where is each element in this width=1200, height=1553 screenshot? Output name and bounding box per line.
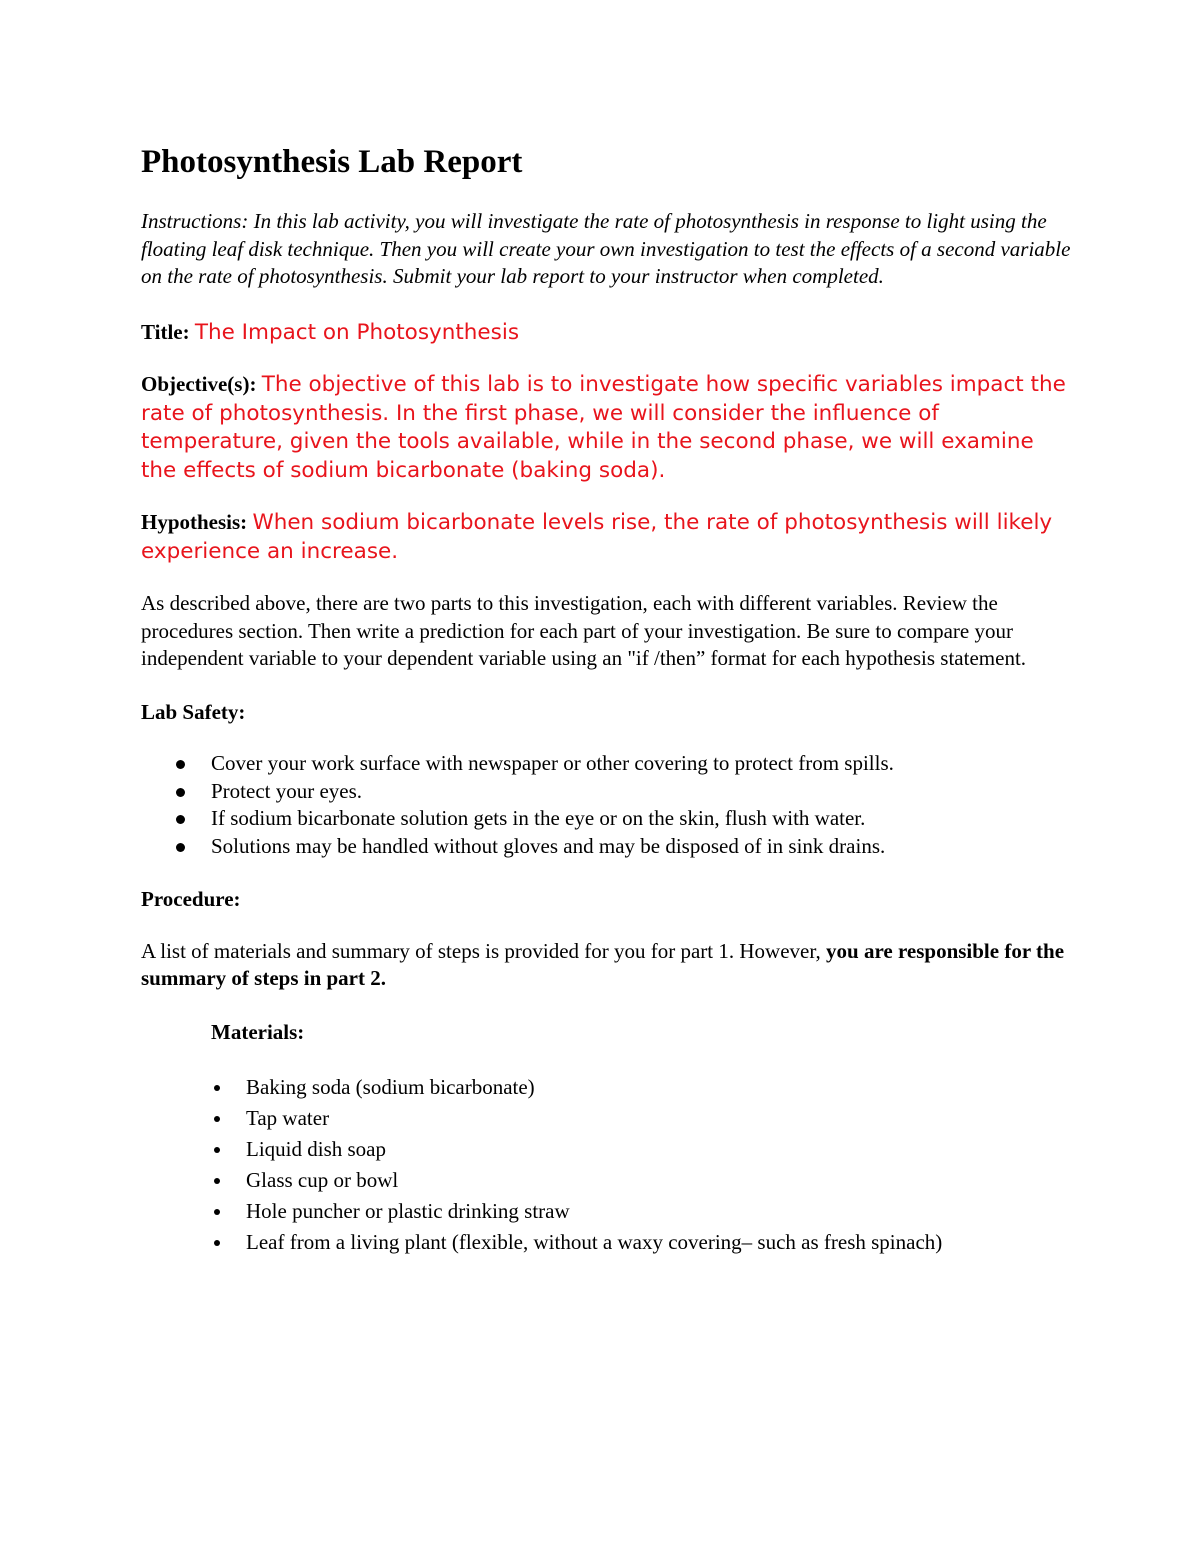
bullet-icon	[214, 1240, 220, 1246]
bullet-icon	[214, 1147, 220, 1153]
objective-field-value: The objective of this lab is to investigate how specific variables impact the rate of photosynthesis. In the first phase, we will consider the influence of temperature, given the tools available, while in the second phase, we will examine the effects of sodium bicarbonate (baking soda).	[141, 372, 1066, 483]
bullet-icon	[176, 788, 185, 797]
bullet-icon	[214, 1178, 220, 1184]
document-page	[141, 140, 1071, 1258]
bullet-icon	[214, 1085, 220, 1091]
procedure-intro-text: A list of materials and summary of steps is provided for you for part 1. However,	[141, 938, 827, 963]
list-item: Leaf from a living plant (flexible, without a waxy covering– such as fresh spinach)	[211, 1227, 1071, 1258]
list-item: Cover your work surface with newspaper or other covering to protect from spills.	[176, 750, 1071, 778]
list-item: Solutions may be handled without gloves and may be disposed of in sink drains.	[176, 833, 1071, 861]
title-field	[141, 319, 1071, 348]
lab-safety-list	[141, 750, 1071, 860]
lab-safety-heading: Lab Safety:	[141, 699, 246, 724]
hypothesis-field-label: Hypothesis:	[141, 510, 248, 534]
title-field-label: Title:	[141, 319, 190, 344]
bullet-icon	[214, 1116, 220, 1122]
document-title: Photosynthesis Lab Report	[141, 144, 523, 180]
title-field-value: The Impact on Photosynthesis	[194, 319, 520, 345]
procedure-intro-bold: you are responsible for the summary of steps in part 2.	[141, 938, 1065, 990]
bullet-icon	[176, 815, 185, 824]
hypothesis-field	[141, 509, 1071, 566]
bullet-icon	[176, 760, 185, 769]
procedure-heading: Procedure:	[141, 887, 241, 911]
objective-field-label: Objective(s):	[141, 372, 257, 396]
hypothesis-field-value: When sodium bicarbonate levels rise, the rate of photosynthesis will likely experience an increase.	[141, 510, 1053, 564]
materials-heading: Materials:	[211, 1019, 305, 1044]
materials-list	[141, 1072, 1071, 1258]
procedure-intro	[141, 938, 1071, 993]
list-item: Baking soda (sodium bicarbonate)	[211, 1072, 1071, 1103]
list-item: Tap water	[211, 1103, 1071, 1134]
list-item: Liquid dish soap	[211, 1134, 1071, 1165]
instructions-paragraph: Instructions: In this lab activity, you will investigate the rate of photosynthesis in response to light using the floating leaf disk technique. Then you will create your own investigation to test the effects of a second variable on the rate of photosynthesis. Submit your lab report to your instructor when completed.	[141, 209, 1071, 288]
bullet-icon	[214, 1209, 220, 1215]
list-item: Hole puncher or plastic drinking straw	[211, 1196, 1071, 1227]
list-item: If sodium bicarbonate solution gets in the eye or on the skin, flush with water.	[176, 805, 1071, 833]
objective-field	[141, 371, 1071, 485]
bullet-icon	[176, 843, 185, 852]
list-item: Protect your eyes.	[176, 778, 1071, 806]
list-item: Glass cup or bowl	[211, 1165, 1071, 1196]
description-paragraph: As described above, there are two parts to this investigation, each with different variables. Review the procedures section. Then write a prediction for each part of your investigation. Be sure to compare your independent variable to your dependent variable using an "if /then” format for each hypothesis statement.	[141, 591, 1027, 670]
